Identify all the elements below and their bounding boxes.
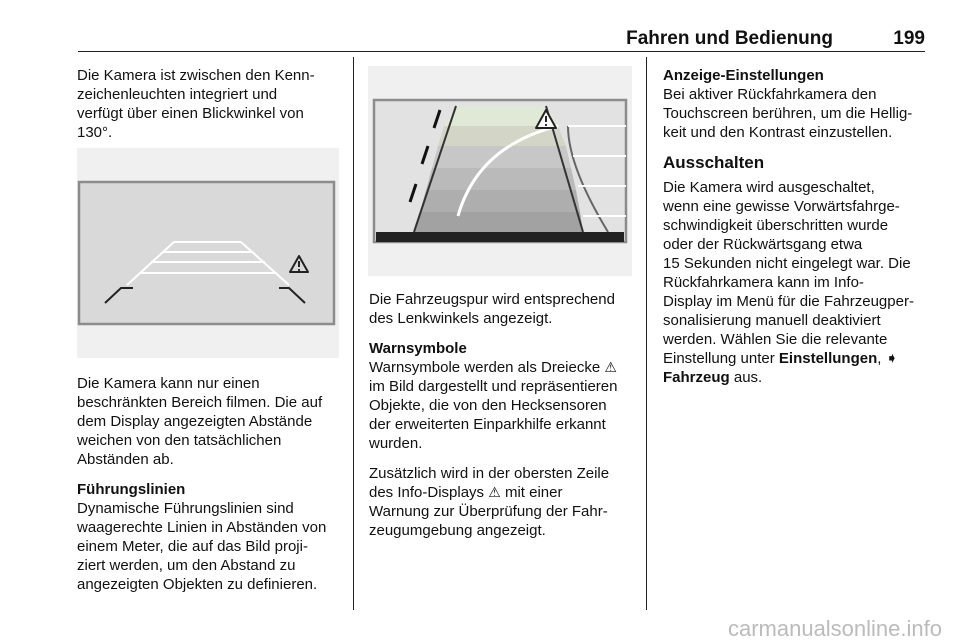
camera-range-text: Die Kamera kann nur einen beschränkten Bereich filmen. Die auf dem Display angezeigten Abstände weichen von den tatsächlichen Abständen ab.	[77, 375, 323, 468]
header-rule	[78, 51, 925, 52]
info-display-warning-text: Zusätzlich wird in der obersten Zeile des Info-Displays ⚠ mit einer Warnung zur Überprüfung der Fahr- zeugumgebung angezeigt.	[369, 465, 610, 539]
display-settings-text: Bei aktiver Rückfahrkamera den Touchscreen berühren, um die Hellig- keit und den Kontrast einzustellen.	[663, 86, 913, 141]
display-settings-heading: Anzeige-Einstellungen	[663, 67, 824, 84]
menu-vehicle-label: Fahrzeug	[663, 369, 730, 386]
page-number: 199	[893, 28, 925, 49]
column-1-lower	[77, 374, 345, 605]
vehicle-track-text: Die Fahrzeugspur wird entsprechend des Lenkwinkels angezeigt.	[369, 291, 615, 327]
column-2	[369, 290, 634, 551]
warning-symbols-heading: Warnsymbole	[369, 340, 467, 357]
vehicle-track-illustration	[368, 66, 632, 276]
page-header	[78, 28, 925, 54]
menu-settings-label: Einstellungen	[778, 350, 878, 367]
guidelines-text: Dynamische Führungslinien sind waagerechte Linien in Abständen von einem Meter, die auf das Bild proji- ziert werden, um den Abstand zu angezeigten Objekten zu definieren.	[77, 500, 327, 593]
arrow-right-icon: ➧	[885, 350, 899, 367]
column-divider-1	[353, 57, 354, 610]
warning-triangle-icon: ⚠	[488, 484, 501, 500]
column-divider-2	[646, 57, 647, 610]
camera-guidelines-illustration	[77, 148, 339, 358]
switch-off-text: Die Kamera wird ausgeschaltet, wenn eine gewisse Vorwärtsfahrge- schwindigkeit überschritten wurde oder der Rückwärtsgang etwa 15 Sekunden nicht eingelegt war. Die Rückfahrkamera kann im Info- Display im Menü für die Fahrzeugper- sonalisierung manuell deaktiviert werden. Wählen Sie die relevante Einstellung unter Einstellungen, ➧ Fahrzeug aus.	[663, 179, 914, 386]
guidelines-heading: Führungslinien	[77, 481, 186, 498]
section-title: Fahren und Bedienung	[626, 28, 833, 49]
column-3	[663, 66, 928, 398]
watermark: carmanualsonline.info	[727, 616, 942, 641]
switch-off-heading: Ausschalten	[663, 153, 765, 172]
column-1	[77, 66, 345, 153]
camera-position-text: Die Kamera ist zwischen den Kenn- zeichenleuchten integriert und verfügt über einen Blickwinkel von 130°.	[77, 67, 315, 141]
warning-symbols-text: Warnsymbole werden als Dreiecke ⚠ im Bild dargestellt und repräsentieren Objekte, die von den Hecksensoren der erweiterten Einparkhilfe erkannt wurden.	[369, 359, 618, 452]
warning-triangle-icon: ⚠	[604, 359, 617, 375]
